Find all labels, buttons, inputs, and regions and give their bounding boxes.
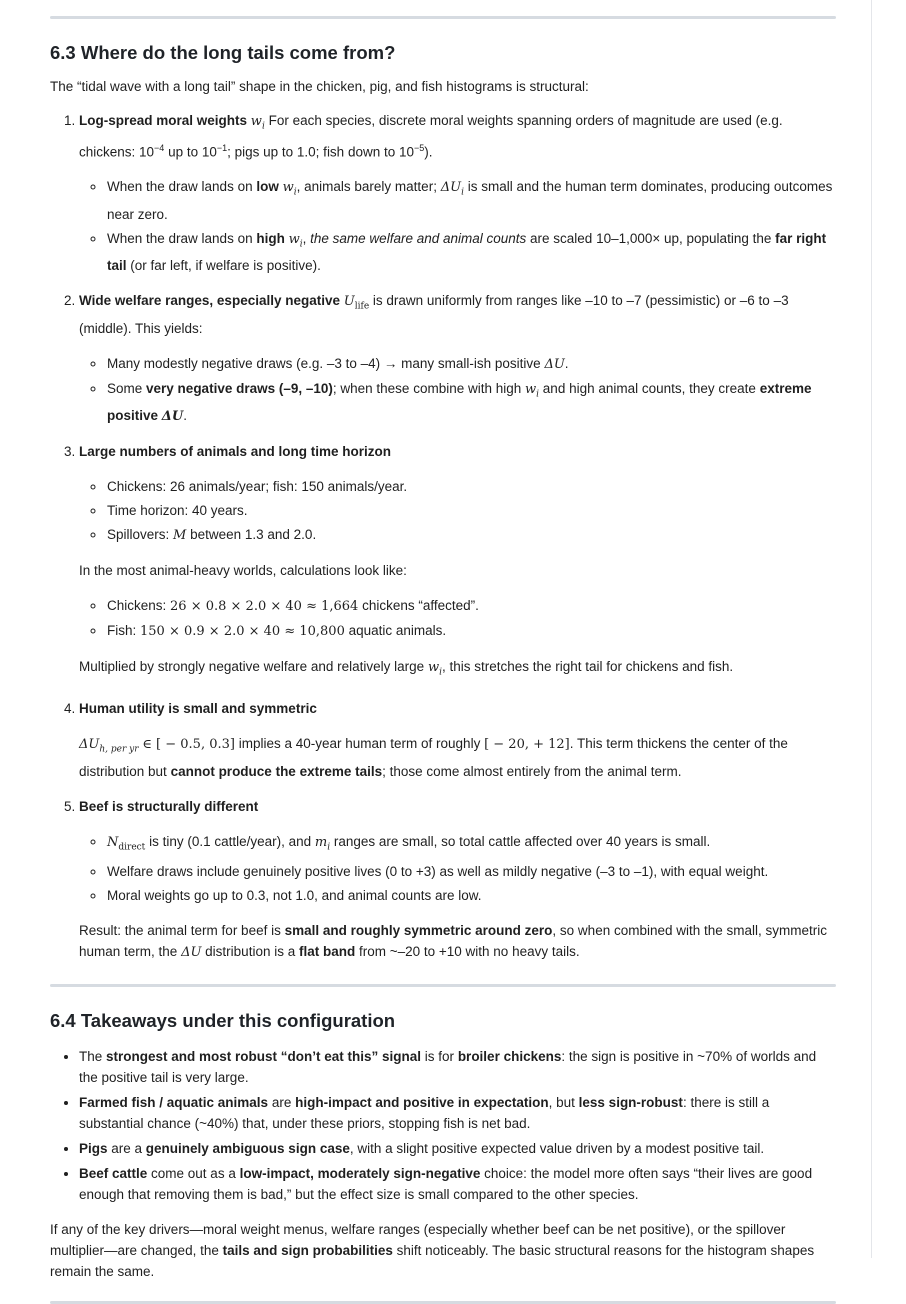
list-item: ◦ Some very negative draws (–9, –10); when these combine with high $w_i$ and high animal counts, they create extreme positive ΔU. — [106, 378, 836, 428]
item-2-label: Wide welfare ranges, especially negative — [79, 293, 340, 309]
section-6-4-heading: 6.4 Takeaways under this configuration — [50, 1010, 396, 1032]
item-1-paragraph — [79, 110, 836, 162]
list-item: ◦ Moral weights go up to 0.3, not 1.0, and animal counts are low. — [106, 885, 836, 906]
math-w: $w_i$ — [250, 114, 265, 132]
list-item-large-numbers — [79, 441, 836, 684]
list-item: ◦ When the draw lands on high $w_i$, the same welfare and animal counts are scaled 10–1,000× up, populating the far right tail (or far left, if welfare is positive). — [106, 228, 836, 277]
item-3-paragraph — [79, 441, 836, 462]
list-item-log-spread — [79, 110, 836, 276]
item-1-sublist — [79, 176, 836, 276]
list-item: ◦ Chickens: 26 × 0.8 × 2.0 × 40 ≈ 1,664 chickens “affected”. — [106, 595, 836, 617]
item-3-paragraph-3: Multiplied by strongly negative welfare and relatively large $w_i$, this stretches the right tail for chickens and fish. — [79, 659, 734, 679]
list-item: ◦ Spillovers: M between 1.3 and 2.0. — [106, 524, 836, 546]
item-5-sublist — [79, 831, 836, 907]
item-1-text-a: For each species, discrete moral weights spanning orders of magnitude are used (e.g. chickens: 10 — [79, 113, 783, 160]
takeaway-fish: • Farmed fish / aquatic animals are high-impact and positive in expectation, but less sign-robust: there is still a substantial chance (~40%) that, under these priors, stopping fish is net bad. — [79, 1092, 836, 1134]
item-3-calculations-list — [79, 595, 836, 642]
item-1-text-c: ; pigs up to 1.0; fish down to 10 — [227, 144, 414, 160]
exp-1: −4 — [154, 142, 165, 153]
list-item-human-utility — [79, 698, 836, 782]
section-divider-top — [50, 16, 836, 19]
closing-paragraph: If any of the key drivers—moral weight menus, welfare ranges (especially whether beef can be net positive), or the spillover multiplier—are changed, the tails and sign probabilities shift noticeably. The basic structural reasons for the histogram shapes remain the same. — [50, 1222, 815, 1280]
list-item: ◦ Welfare draws include genuinely positive lives (0 to +3) as well as mildly negative (–3 to –1), with equal weight. — [106, 861, 836, 882]
exp-2: −1 — [216, 142, 228, 153]
item-2-paragraph — [79, 290, 836, 339]
list-item: ◦ Time horizon: 40 years. — [106, 500, 836, 521]
item-1-text-d: ). — [424, 144, 433, 160]
takeaways-list — [50, 1046, 836, 1205]
page-right-border — [871, 0, 872, 1258]
takeaway-chickens: • The strongest and most robust “don’t eat this” signal is for broiler chickens: the sign is positive in ~70% of worlds and the positive tail is very large. — [79, 1046, 836, 1088]
exp-3: −5 — [414, 142, 425, 153]
list-item: ◦ Fish: 150 × 0.9 × 2.0 × 40 ≈ 10,800 aquatic animals. — [106, 620, 836, 642]
section-divider-middle — [50, 984, 836, 987]
item-1-label: Log-spread moral weights — [79, 113, 248, 128]
item-3-paragraph-2: In the most animal-heavy worlds, calculations look like: — [79, 563, 407, 579]
list-item: ◦ When the draw lands on low $w_i$, animals barely matter; $\Delta U_i$ is small and the human term dominates, producing outcomes near zero. — [106, 176, 836, 225]
item-2-sublist — [79, 353, 836, 428]
item-4-body: $\Delta U_{h, per yr}$ ∈ [ − 0.5, 0.3] implies a 40-year human term of roughly [ − 20, + 12]. This term thickens the center of the distribution but cannot produce the extreme tails; those come almost entirely from the animal term. — [79, 736, 788, 779]
item-5-result: Result: the animal term for beef is small and roughly symmetric around zero, so when combined with the small, symmetric human term, the ΔU distribution is a flat band from ~–20 to +10 with no heavy tails. — [79, 923, 828, 961]
list-item: ◦ Many modestly negative draws (e.g. –3 to –4) → many small-ish positive ΔU. — [106, 353, 836, 375]
item-3-label: Large numbers of animals and long time horizon — [79, 444, 392, 460]
document-content — [50, 0, 836, 1304]
item-5-paragraph — [79, 796, 836, 817]
section-6-3-intro: The “tidal wave with a long tail” shape in the chicken, pig, and fish histograms is structural: — [50, 79, 589, 94]
takeaway-beef: • Beef cattle come out as a low-impact, moderately sign-negative choice: the model more often says “their lives are good enough that removing them is bad,” but the effect size is small compared to the other species. — [79, 1163, 836, 1205]
list-item: ◦ Chickens: 26 animals/year; fish: 150 animals/year. — [106, 476, 836, 497]
item-4-label: Human utility is small and symmetric — [79, 701, 317, 717]
item-5-label: Beef is structurally different — [79, 798, 259, 814]
list-item-beef — [79, 796, 836, 964]
list-item: ◦ $N_{direct}$ is tiny (0.1 cattle/year), and $m_i$ ranges are small, so total cattle affected over 40 years is small. — [106, 831, 836, 859]
long-tails-reasons-list — [50, 110, 836, 963]
section-6-3-heading: 6.3 Where do the long tails come from? — [50, 42, 396, 63]
item-1-text-b: up to 10 — [164, 144, 217, 160]
math-u-life: $U_{life}$ — [343, 294, 370, 312]
item-4-paragraph — [79, 698, 836, 719]
takeaway-pigs: • Pigs are a genuinely ambiguous sign case, with a slight positive expected value driven by a modest positive tail. — [79, 1138, 836, 1159]
item-3-sublist — [79, 476, 836, 546]
list-item-welfare-ranges — [79, 290, 836, 427]
item-2-text: is drawn uniformly from ranges like –10 to –7 (pessimistic) or –6 to –3 (middle). This yields: — [79, 293, 789, 336]
